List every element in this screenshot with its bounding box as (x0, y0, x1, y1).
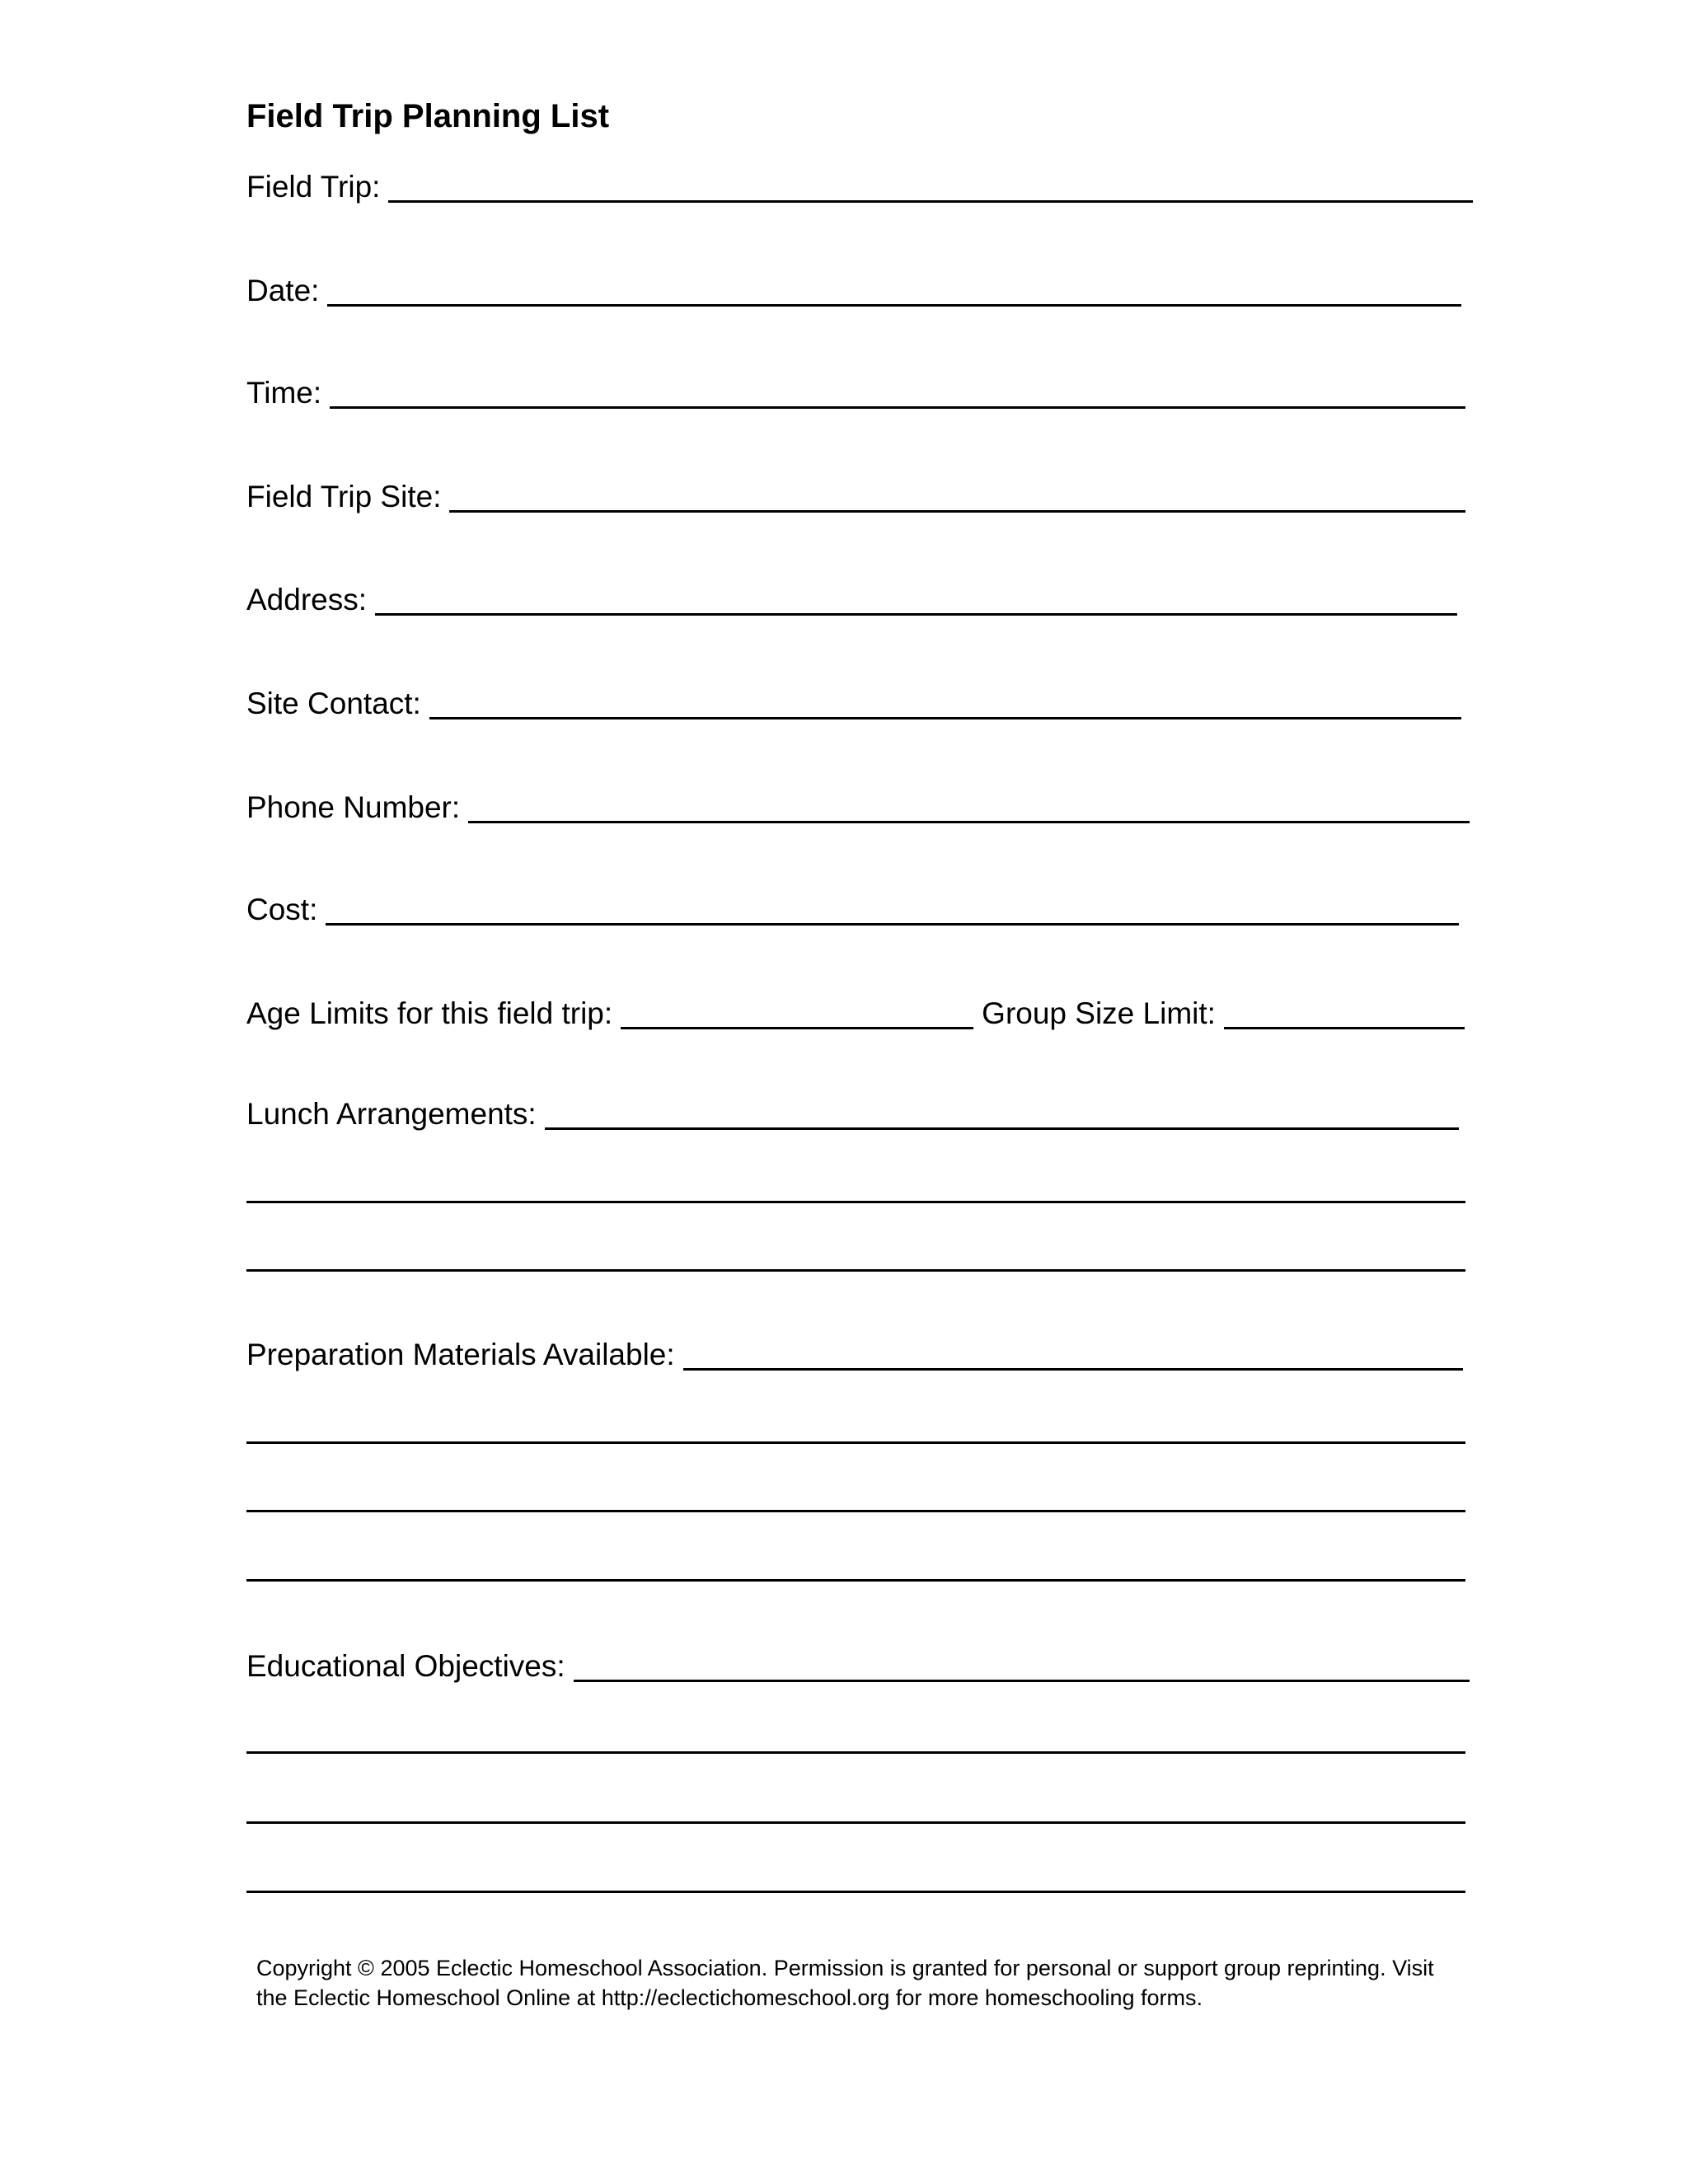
objectives-label: Educational Objectives: (246, 1649, 565, 1683)
lunch-blank-line-3[interactable] (246, 1269, 1465, 1272)
time-label: Time: (246, 376, 322, 410)
objectives-blank-line-2[interactable] (246, 1751, 1465, 1754)
objectives-blank-line-4[interactable] (246, 1891, 1465, 1893)
lunch-blank[interactable] (545, 1127, 1459, 1130)
copyright-line-1: Copyright © 2005 Eclectic Homeschool Association. Permission is granted for personal or support group reprinting. Visit (256, 1956, 1434, 1980)
phone-label: Phone Number: (246, 790, 461, 824)
time-row (246, 368, 1465, 417)
field-trip-row (246, 162, 1473, 211)
preparation-blank-line-2[interactable] (246, 1441, 1465, 1444)
site-label: Field Trip Site: (246, 480, 442, 513)
site-contact-blank[interactable] (429, 717, 1461, 719)
copyright-line-2: the Eclectic Homeschool Online at http://eclectichomeschool.org for more homeschooling forms. (256, 1985, 1203, 2010)
phone-blank[interactable] (468, 821, 1470, 823)
cost-row (246, 884, 1459, 934)
objectives-blank-line-3[interactable] (246, 1821, 1465, 1824)
cost-label: Cost: (246, 893, 318, 926)
preparation-blank[interactable] (683, 1368, 1463, 1371)
copyright-footer (256, 1953, 1509, 2013)
preparation-blank-line-3[interactable] (246, 1510, 1465, 1512)
form-title: Field Trip Planning List (246, 98, 610, 134)
objectives-row (246, 1641, 1470, 1690)
cost-blank[interactable] (326, 923, 1459, 926)
lunch-row (246, 1089, 1459, 1138)
limits-row (246, 988, 1465, 1038)
preparation-row (246, 1329, 1463, 1379)
field-trip-blank[interactable] (388, 200, 1473, 203)
address-label: Address: (246, 583, 368, 616)
objectives-blank[interactable] (574, 1680, 1470, 1682)
group-size-label: Group Size Limit: (982, 996, 1216, 1030)
site-contact-row (246, 678, 1461, 728)
date-blank[interactable] (327, 304, 1461, 307)
date-label: Date: (246, 274, 320, 307)
site-blank[interactable] (449, 510, 1465, 513)
address-blank[interactable] (375, 613, 1457, 616)
date-row (246, 265, 1461, 315)
field-trip-label: Field Trip: (246, 170, 381, 204)
lunch-blank-line-2[interactable] (246, 1201, 1465, 1203)
address-row (246, 574, 1457, 624)
time-blank[interactable] (330, 406, 1465, 409)
age-limits-label: Age Limits for this field trip: (246, 996, 613, 1030)
age-limits-blank[interactable] (621, 1027, 973, 1029)
preparation-label: Preparation Materials Available: (246, 1338, 675, 1371)
preparation-blank-line-4[interactable] (246, 1579, 1465, 1582)
lunch-label: Lunch Arrangements: (246, 1097, 537, 1131)
phone-row (246, 782, 1470, 832)
site-row (246, 471, 1465, 521)
group-size-blank[interactable] (1224, 1027, 1465, 1029)
site-contact-label: Site Contact: (246, 687, 421, 720)
